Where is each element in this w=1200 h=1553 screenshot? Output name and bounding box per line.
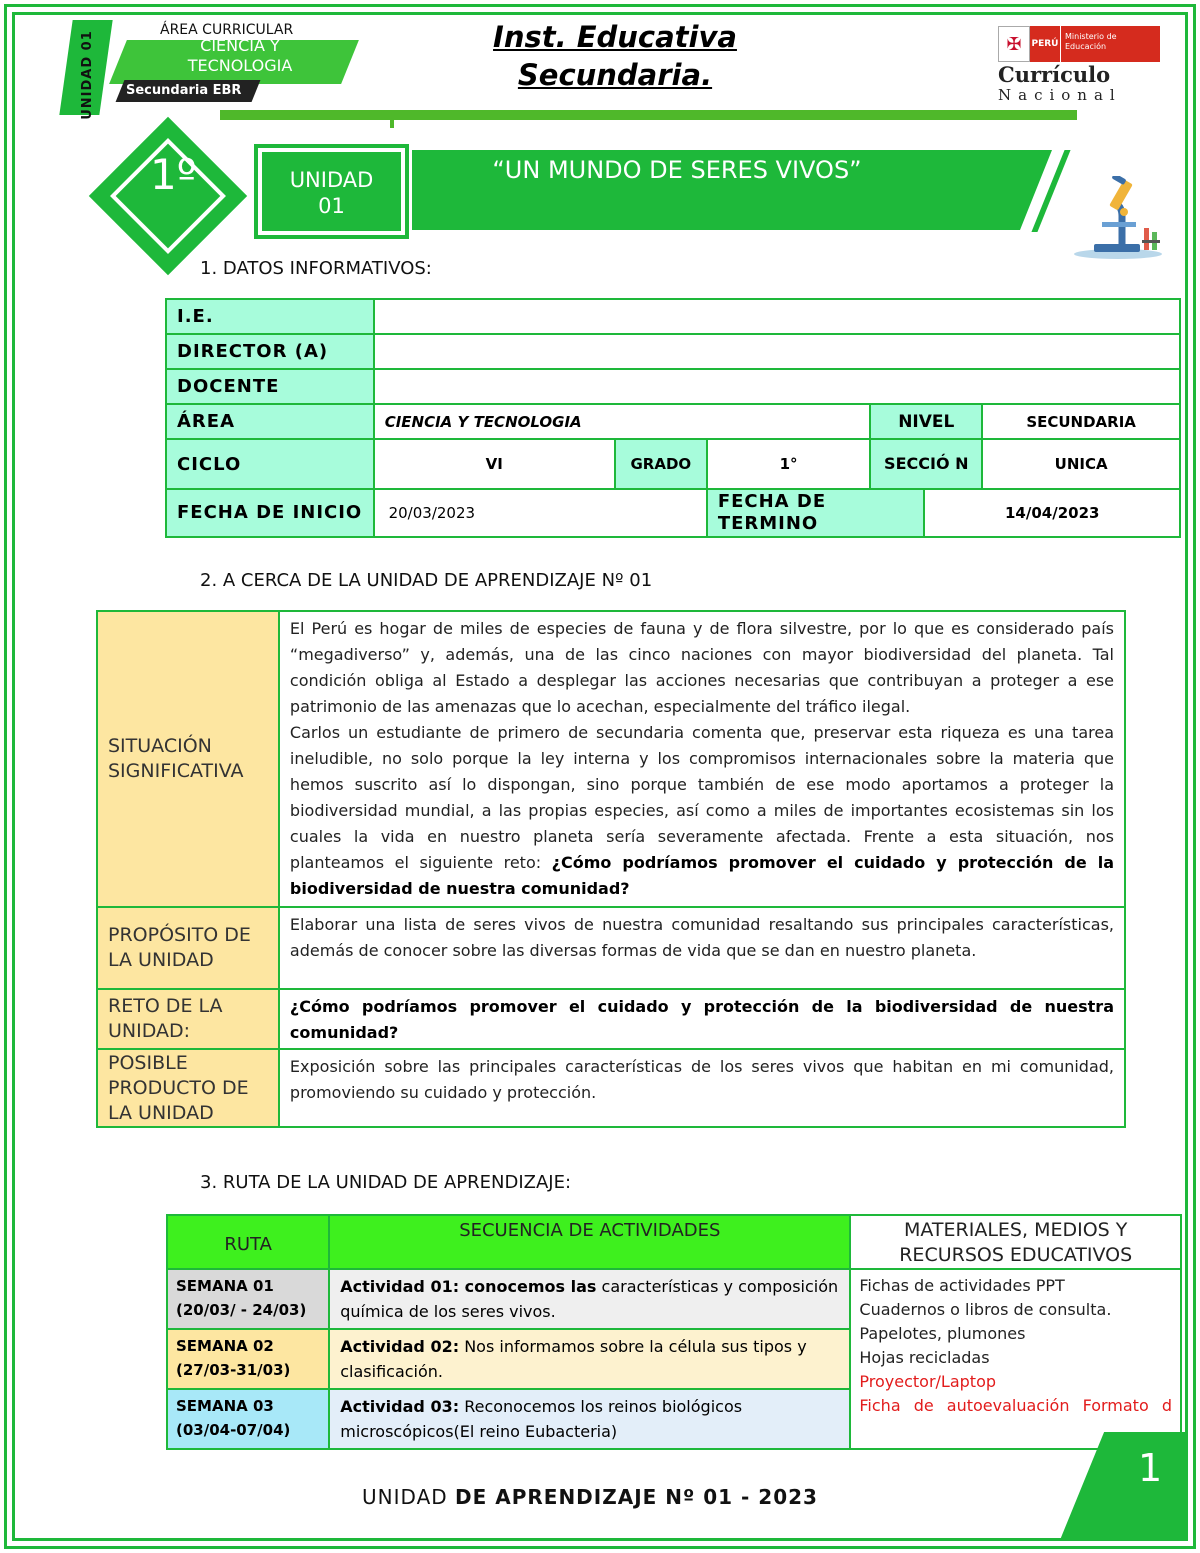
level-label: Secundaria EBR [126, 83, 242, 98]
producto-text: Exposición sobre las principales características de los seres vivos que habitan en mi comunidad, promoviendo su cuidado y protección. [279, 1049, 1125, 1127]
area-curricular-value: CIENCIA Y TECNOLOGIA [187, 36, 293, 75]
situacion-reto: ¿Cómo podríamos promover el cuidado y protección de la biodiversidad de nuestra comunidad? [289, 853, 1114, 898]
ciclo-label: CICLO [166, 439, 374, 489]
datos-row-fechas [166, 489, 1180, 537]
week-dates: (20/03/ - 24/03) [176, 1301, 307, 1319]
week-cell [167, 1329, 329, 1389]
institution-line-2: Secundaria. [517, 58, 713, 92]
week-label: SEMANA 03 [176, 1397, 274, 1415]
producto-label: POSIBLE PRODUCTO DE LA UNIDAD [97, 1049, 279, 1127]
week-dates: (27/03-31/03) [176, 1361, 291, 1379]
datos-row-ciclo [166, 439, 1180, 489]
ruta-row [167, 1269, 1181, 1329]
activity-cell [329, 1329, 850, 1389]
logo-ministry: Ministerio de Educación [1060, 26, 1160, 62]
director-label: DIRECTOR (A) [166, 334, 374, 369]
page-footer [360, 1485, 820, 1509]
ruta-table [166, 1214, 1182, 1450]
header-rule-tick [390, 120, 394, 128]
material-item: Hojas recicladas [859, 1348, 990, 1367]
row-reto [97, 989, 1125, 1049]
material-item-red: Ficha de autoevaluación Formato d [859, 1396, 1172, 1415]
inicio-label: FECHA DE INICIO [166, 489, 374, 537]
acerca-table [96, 610, 1126, 1128]
area-curricular-label: ÁREA CURRICULAR [160, 22, 294, 38]
situacion-label: SITUACIÓN SIGNIFICATIVA [97, 611, 279, 907]
materials-cell [850, 1269, 1181, 1449]
reto-label: RETO DE LA UNIDAD: [97, 989, 279, 1049]
activity-text: Nos informamos sobre la célula sus tipos y clasificación. [340, 1337, 807, 1381]
seccion-label: SECCIÓ N [870, 439, 982, 489]
material-item-red: Proyector/Laptop [859, 1372, 997, 1391]
row-situacion [97, 611, 1125, 907]
row-producto [97, 1049, 1125, 1127]
ie-label: I.E. [166, 299, 374, 334]
nivel-label: NIVEL [870, 404, 982, 439]
col-materiales: MATERIALES, MEDIOS Y RECURSOS EDUCATIVOS [850, 1215, 1181, 1269]
datos-row-director [166, 334, 1180, 369]
situacion-text [279, 611, 1125, 907]
page-number: 1 [1138, 1446, 1163, 1490]
fechas-table [165, 488, 1181, 538]
situacion-paragraph-2-text: Carlos un estudiante de primero de secundaria comenta que, preservar esta riqueza es una tarea ineludible, no solo porque la ley interna y los compromisos internacionales sobre la materia que hemos suscrito así lo dispongan, sino porque también de ese modo aportamos a proteger la biodiversidad mundial, a las propias especies, así como a miles de importantes ecosistemas sin los cuales la vida en nuestro planeta sería severamente afectada. Frente a esta situación, nos planteamos el siguiente reto: [289, 723, 1114, 872]
material-item: Papelotes, plumones [859, 1324, 1026, 1343]
material-item: Cuadernos o libros de consulta. [859, 1300, 1112, 1319]
activity-cell [329, 1269, 850, 1329]
nivel-value: SECUNDARIA [982, 404, 1180, 439]
logo-peru: PERÚ [1030, 26, 1060, 62]
termino-value: 14/04/2023 [924, 489, 1180, 537]
activity-text: Reconocemos los reinos biológicos microscópicos(El reino Eubacteria) [340, 1397, 743, 1441]
footer-text-bold: DE APRENDIZAJE Nº 01 - 2023 [455, 1485, 818, 1509]
week-cell [167, 1269, 329, 1329]
unit-box [262, 152, 401, 231]
col-secuencia: SECUENCIA DE ACTIVIDADES [329, 1215, 850, 1269]
situacion-paragraph-1: El Perú es hogar de miles de especies de fauna y de flora silvestre, por lo que es considerado país “megadiverso” y, además, una de las cinco naciones con mayor biodiversidad del planeta. Tal condición obliga al Estado a desplegar las acciones necesarias que contribuyan a proteger a ese patrimonio de las amenazas que lo acechan, especialmente del tráfico ilegal. [289, 619, 1114, 716]
area-label: ÁREA [166, 404, 374, 439]
activity-label: Actividad 03: [340, 1397, 460, 1416]
datos-row-docente [166, 369, 1180, 404]
area-value: CIENCIA Y TECNOLOGIA [374, 404, 871, 439]
termino-label: FECHA DE TERMINO [707, 489, 925, 537]
activity-cell [329, 1389, 850, 1449]
inicio-value: 20/03/2023 [374, 489, 707, 537]
section-1-heading: 1. DATOS INFORMATIVOS: [200, 258, 432, 279]
grado-value: 1° [707, 439, 871, 489]
activity-text: características y composición química de los seres vivos. [340, 1277, 839, 1321]
grade-number: 1º [150, 150, 197, 199]
datos-table [165, 298, 1181, 490]
material-item: Fichas de actividades PPT [859, 1276, 1065, 1295]
docente-label: DOCENTE [166, 369, 374, 404]
director-value [374, 334, 1180, 369]
situacion-paragraph-2 [290, 720, 1114, 902]
col-ruta: RUTA [167, 1215, 329, 1269]
ruta-header-row [167, 1215, 1181, 1269]
proposito-text: Elaborar una lista de seres vivos de nuestra comunidad resaltando sus principales características, además de conocer sobre las diversas formas de vida que se dan en nuestro planeta. [279, 907, 1125, 989]
header-rule [220, 110, 1077, 120]
week-cell [167, 1389, 329, 1449]
unit-tag-text: UNIDAD 01 [79, 30, 95, 120]
section-2-heading: 2. A CERCA DE LA UNIDAD DE APRENDIZAJE Nº 01 [200, 570, 653, 591]
week-dates: (03/04-07/04) [176, 1421, 291, 1439]
institution-line-1: Inst. Educativa [493, 20, 737, 54]
ciclo-value: VI [374, 439, 615, 489]
week-label: SEMANA 01 [176, 1277, 274, 1295]
microscope-icon [1072, 176, 1164, 260]
institution-title [410, 18, 820, 94]
nacional-word: Nacional [998, 86, 1122, 104]
grado-label: GRADO [615, 439, 707, 489]
row-proposito [97, 907, 1125, 989]
week-label: SEMANA 02 [176, 1337, 274, 1355]
activity-label: Actividad 01: conocemos las [340, 1277, 597, 1296]
unit-box-line-2: 01 [318, 194, 345, 218]
seccion-value: UNICA [982, 439, 1180, 489]
section-3-heading: 3. RUTA DE LA UNIDAD DE APRENDIZAJE: [200, 1172, 572, 1193]
datos-row-area [166, 404, 1180, 439]
docente-value [374, 369, 1180, 404]
crest-icon: ✠ [998, 26, 1030, 62]
curriculo-word: Currículo [998, 62, 1111, 87]
activity-label: Actividad 02: [340, 1337, 460, 1356]
datos-row-ie [166, 299, 1180, 334]
unit-box-line-1: UNIDAD [289, 168, 374, 192]
footer-text-normal: UNIDAD [362, 1485, 456, 1509]
ministry-logo [998, 26, 1160, 62]
ie-value [374, 299, 1180, 334]
unit-title: “UN MUNDO DE SERES VIVOS” [492, 156, 862, 184]
reto-text: ¿Cómo podríamos promover el cuidado y protección de la biodiversidad de nuestra comunidad? [279, 989, 1125, 1049]
proposito-label: PROPÓSITO DE LA UNIDAD [97, 907, 279, 989]
